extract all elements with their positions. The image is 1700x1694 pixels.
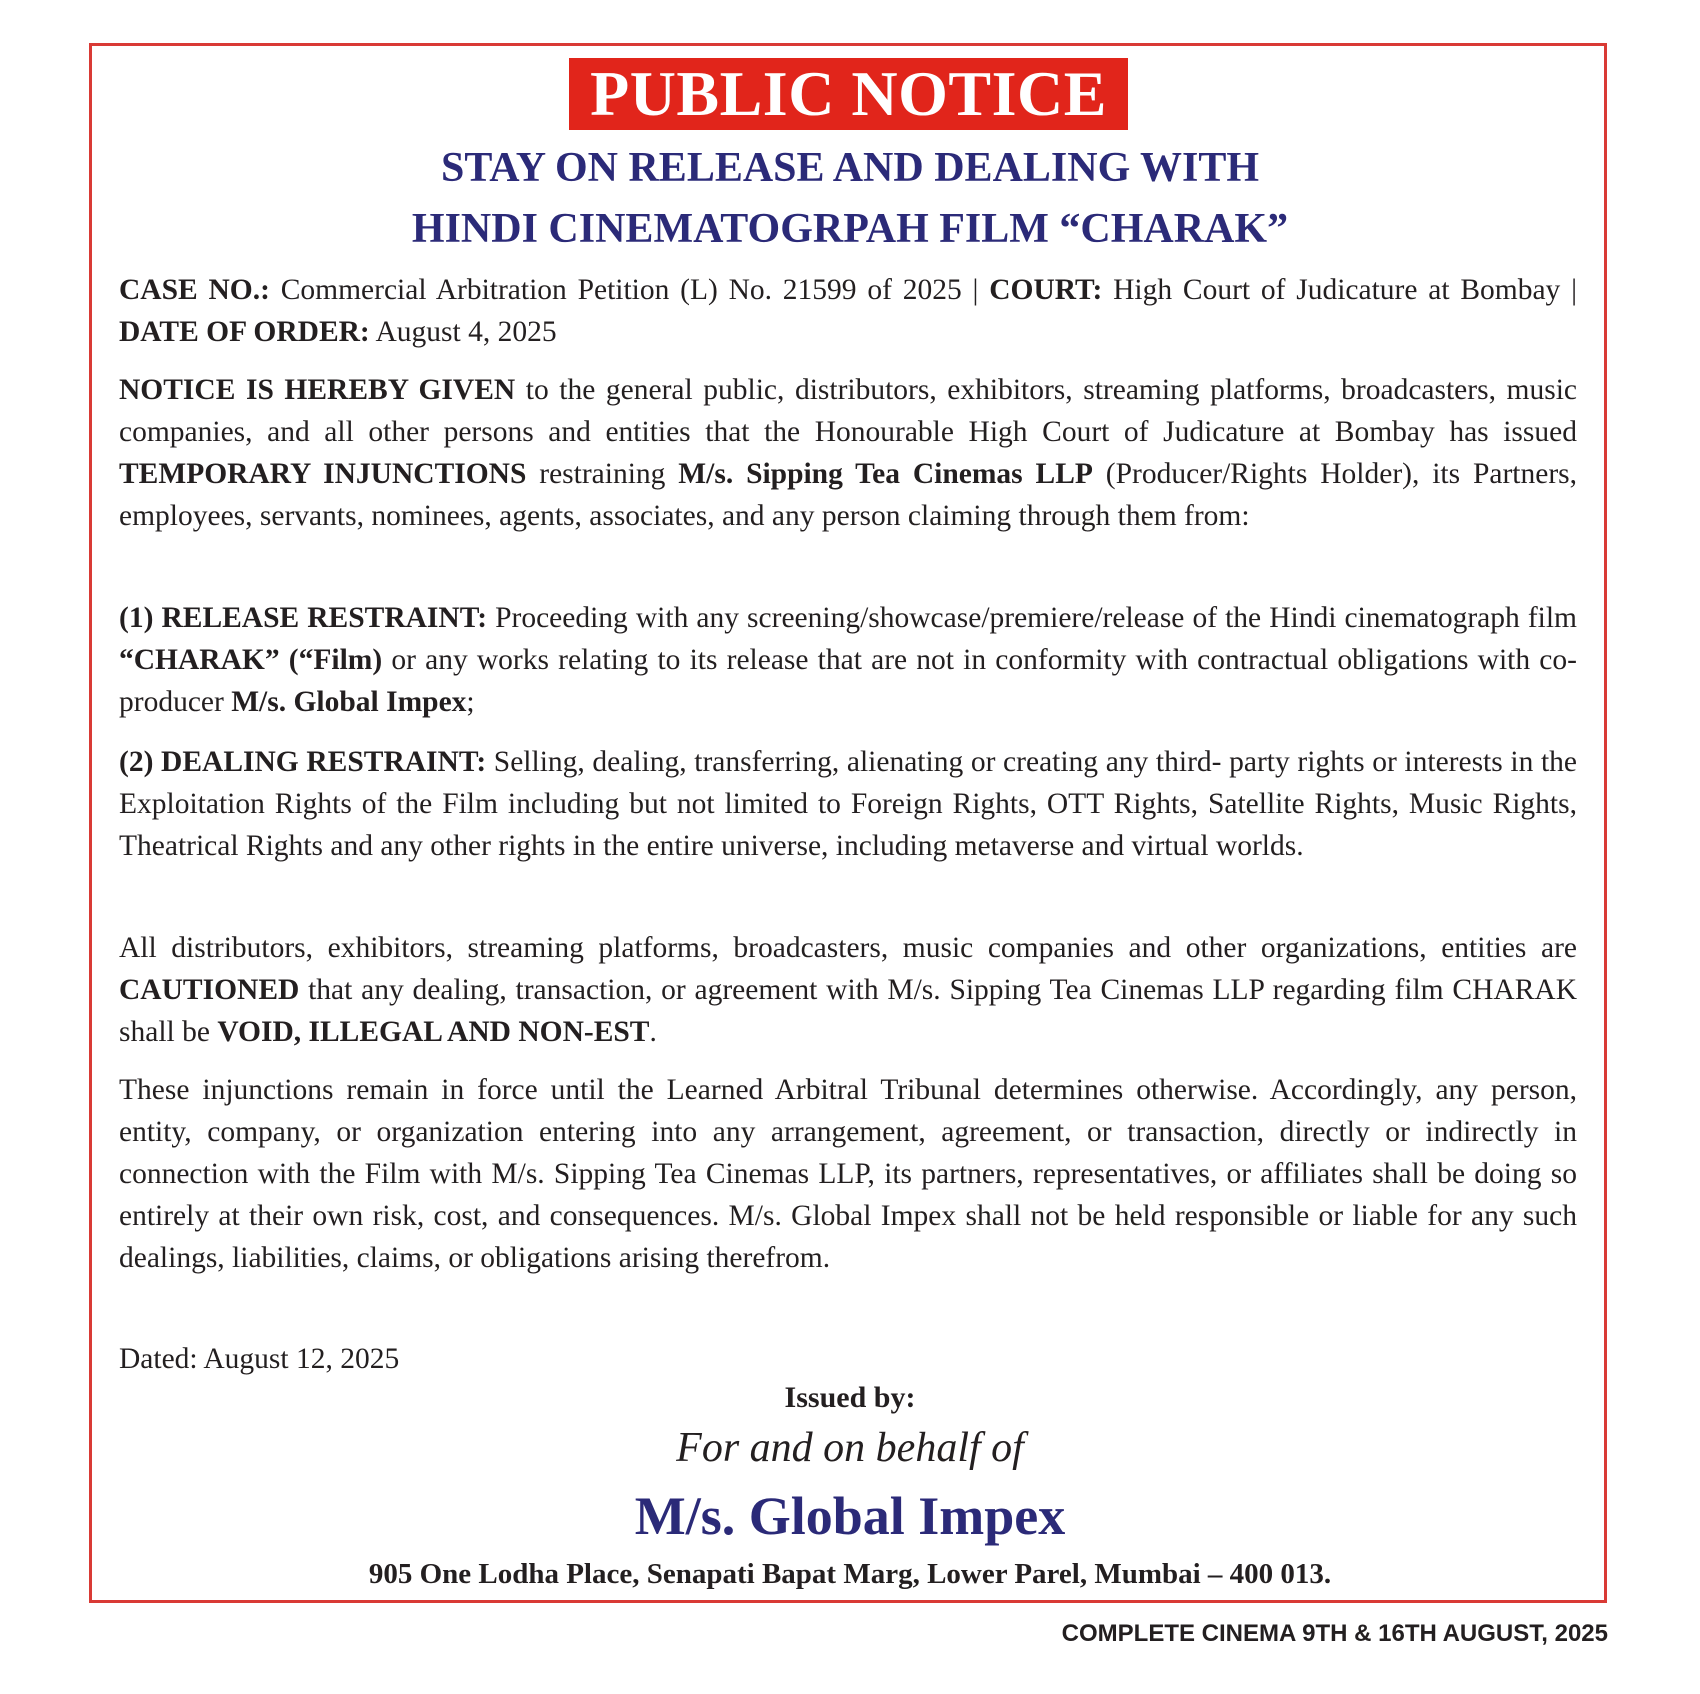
case-label: CASE NO.: [119, 274, 270, 306]
notice-title: PUBLIC NOTICE [569, 58, 1128, 130]
order-date-value: August 4, 2025 [369, 316, 557, 348]
void-emphasis: VOID, ILLEGAL AND NON-EST [217, 1016, 650, 1048]
restrained-party: M/s. Sipping Tea Cinemas LLP [678, 458, 1093, 490]
release-restraint-label: (1) RELEASE RESTRAINT: [119, 602, 488, 634]
notice-text-1: to the general public, distributors, exhibitors, streaming platforms, broadcasters, music companies, and all other persons and entities that the Honourable High Court of Judicature at Bombay has issued [119, 374, 1577, 448]
dealing-text: Selling, dealing, transferring, alienating or creating any third- party rights or interests in the Exploitation Rights of the Film including but not limited to Foreign Rights, OTT Rights, Satellite Rights, Music Rights, Theatrical Rights and any other rights in the entire universe, including metaverse and virtual worlds. [119, 746, 1578, 862]
notice-lead: NOTICE IS HEREBY GIVEN [119, 374, 516, 406]
publication-credit: COMPLETE CINEMA 9TH & 16TH AUGUST, 2025 [1061, 1620, 1608, 1647]
notice-paragraph [119, 369, 1577, 537]
film-name: “CHARAK” (“Film) [119, 644, 383, 676]
caution-text-2: that any dealing, transaction, or agreement with M/s. Sipping Tea Cinemas LLP regarding film CHARAK shall be [119, 974, 1577, 1048]
caution-paragraph [119, 927, 1577, 1053]
order-date-label: DATE OF ORDER: [119, 316, 370, 348]
case-info-paragraph [119, 269, 1577, 353]
case-value: Commercial Arbitration Petition (L) No. 21599 of 2025 | [269, 274, 990, 306]
subtitle-line-2: HINDI CINEMATOGRPAH FILM “CHARAK” [411, 206, 1289, 252]
release-text-1: Proceeding with any screening/showcase/premiere/release of the Hindi cinematograph film [487, 602, 1577, 634]
issuer-address: 905 One Lodha Place, Senapati Bapat Marg, Lower Parel, Mumbai – 400 013. [368, 1558, 1332, 1590]
injunctions-emphasis: TEMPORARY INJUNCTIONS [119, 458, 527, 490]
issued-by-label: Issued by: [784, 1381, 916, 1414]
notice-date: Dated: August 12, 2025 [119, 1343, 400, 1375]
cautioned-emphasis: CAUTIONED [119, 974, 300, 1006]
caution-text-1: All distributors, exhibitors, streaming platforms, broadcasters, music companies and other organizations, entities are [119, 932, 1577, 964]
release-text-3: ; [466, 686, 475, 718]
court-label: COURT: [989, 274, 1103, 306]
notice-text-3: (Producer/Rights Holder), its Partners, employees, servants, nominees, agents, associates, and any person claiming through them from: [119, 458, 1578, 532]
dealing-restraint-label: (2) DEALING RESTRAINT: [119, 746, 487, 778]
caution-text-3: . [649, 1016, 657, 1048]
on-behalf-of-text: For and on behalf of [676, 1425, 1024, 1471]
release-text-2: or any works relating to its release that are not in conformity with contractual obligations with co-producer [119, 644, 1577, 718]
release-restraint-paragraph [119, 597, 1577, 723]
notice-text-2: restraining [526, 458, 679, 490]
injunction-force-paragraph: These injunctions remain in force until the Learned Arbitral Tribunal determines otherwise. Accordingly, any person, entity, company, or organization entering into any arrangement, agreement, or transaction, directly or indirectly in connection with the Film with M/s. Sipping Tea Cinemas LLP, its partners, representatives, or affiliates shall be doing so entirely at their own risk, cost, and consequences. M/s. Global Impex shall not be held responsible or liable for any such dealings, liabilities, claims, or obligations arising therefrom. [119, 1074, 1577, 1274]
court-value: High Court of Judicature at Bombay | [1102, 274, 1577, 306]
issuer-name: M/s. Global Impex [634, 1486, 1066, 1546]
coproducer-name: M/s. Global Impex [231, 686, 467, 718]
subtitle-line-1: STAY ON RELEASE AND DEALING WITH [440, 145, 1260, 191]
dealing-restraint-paragraph [119, 741, 1577, 867]
